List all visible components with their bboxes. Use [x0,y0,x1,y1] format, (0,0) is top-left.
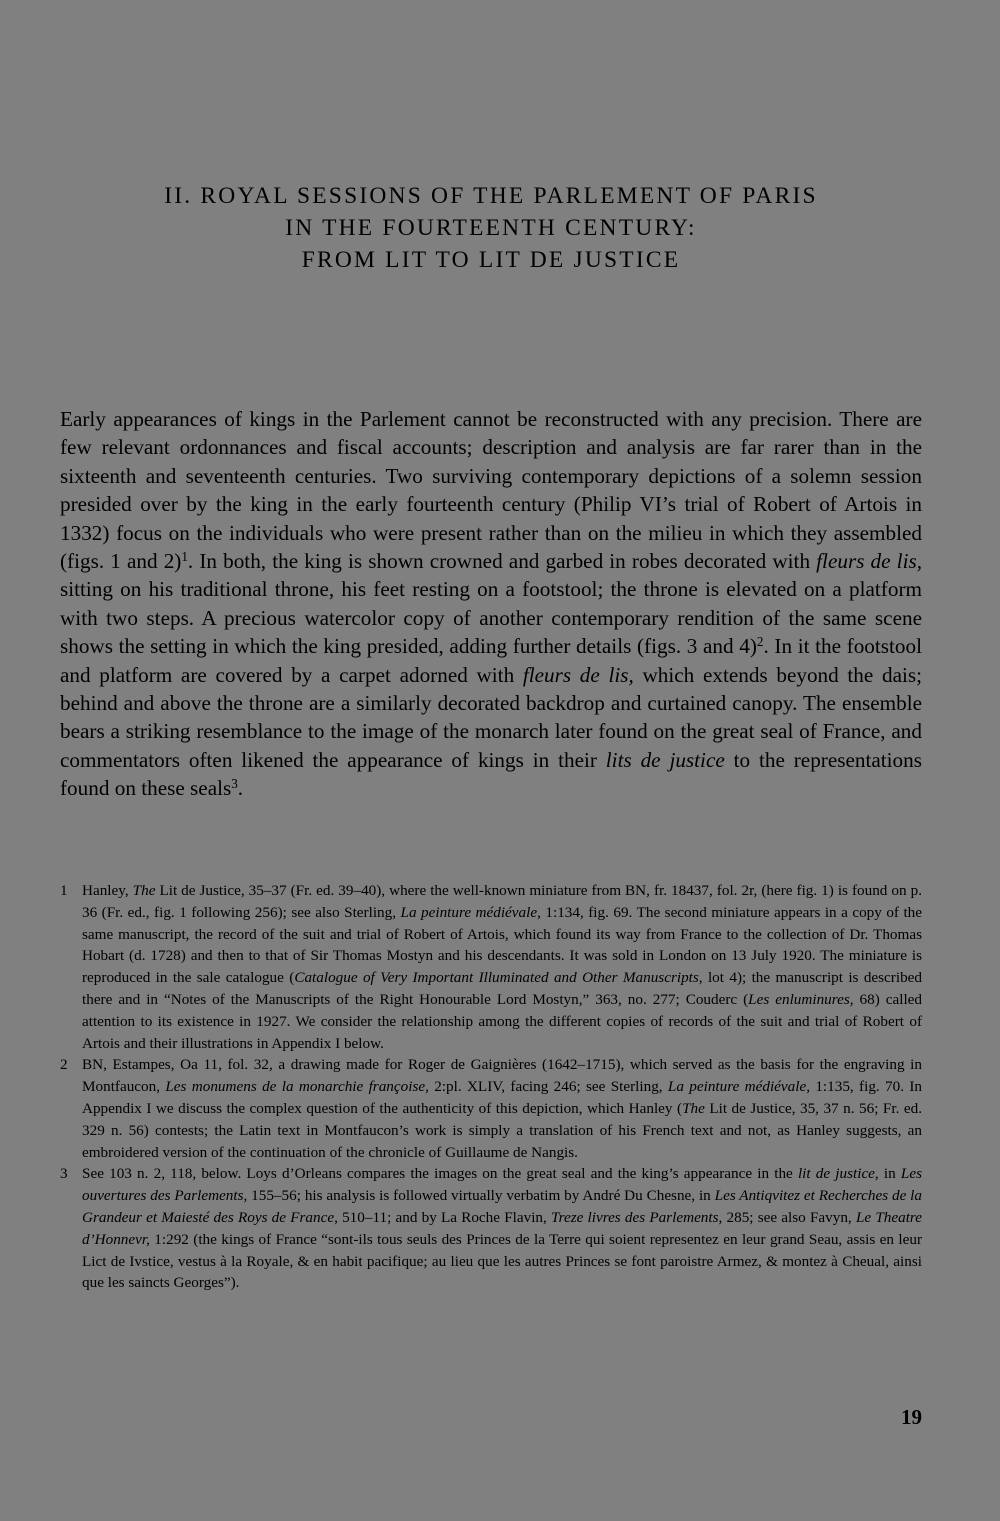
footnote-italic-text: Les ouvertures des Parlements, [82,1165,922,1205]
footnote-text: in [878,1165,901,1183]
footnote-text: 1:135, fig. 70. In Appendix I we discuss the complex question of the authenticity of this depiction, which Hanley ( [82,1078,923,1117]
footnote-text: BN, Estampes, Oa 11, fol. 32, a drawing made for Roger de Gaignières (1642–1715), which served as the basis for the engraving in Montfaucon, [82,1056,922,1096]
footnote-1 [60,880,922,1054]
footnote-number: 2 [60,1056,68,1074]
footnote-text: 285; see also Favyn, [722,1208,856,1226]
body-text-segment: . [237,776,244,801]
footnote-text: Lit de Justice, 35, 37 n. 56; Fr. ed. 329 n. 56) contests; the Latin text in Montfaucon’s work is simply a translation of his French text and not, as Hanley suggests, an embroidered version of the continuation of the chronicle of Guillaume de Nangis. [82,1099,923,1161]
footnote-reference-3[interactable]: 3 [231,776,238,792]
footnote-italic-text: Treze livres des Parlements, [551,1208,723,1226]
footnote-text: 510–11; and by La Roche Flavin, [337,1208,551,1226]
footnote-italic-text: Catalogue of Very Important Illuminated and Other Manuscripts, [294,969,703,987]
page-number: 19 [901,1405,922,1429]
footnote-reference-2[interactable]: 2 [756,634,764,650]
footnote-italic-text: Les enluminures, [748,990,854,1008]
body-text-segment: . In it the footstool and platform are covered by a carpet adorned with [60,634,922,687]
body-text-segment: which extends beyond the dais; behind and above the throne are a similarly decorated backdrop and curtained canopy. The ensemble bears a striking resemblance to the image of the monarch later found on the great seal of France, and commentators often likened the appearance of kings in their [60,662,922,772]
chapter-title-line-2: IN THE FOURTEENTH CENTURY: [285,215,697,241]
footnote-3 [60,1163,922,1294]
body-paragraph [60,405,922,803]
chapter-title-line-3: FROM LIT TO LIT DE JUSTICE [301,247,681,273]
footnote-number: 3 [60,1165,68,1183]
footnote-italic-text: lit de justice, [797,1165,879,1183]
body-italic-text: fleurs de lis, [816,549,922,574]
body-text-segment: to the representations found on these seals [60,747,922,801]
footnote-text: 68) called attention to its existence in 1927. We consider the relationship among the different copies of records of the suit and trial of Robert of Artois and their illustrations in Appendix I below. [82,990,922,1052]
footnote-italic-text: Les Antiqvitez et Recherches de la Grandeur et Maiesté des Roys de France, [82,1187,922,1226]
footnote-number: 1 [60,882,68,899]
footnote-reference-1[interactable]: 1 [181,548,188,564]
footnotes [60,880,922,1294]
footnote-text: 1:292 (the kings of France “sont-ils tous seuls des Princes de la Terre qui soient representez en leur grand Seau, assis en leur Lict de Ivstice, vestus à la Royale, & en habit pacifique; au lieu que les autres Princes se font paroistre Armez, & montez à Cheual, ainsi que les saincts Georges”). [82,1230,922,1292]
footnote-italic-text: La peinture médiévale, [667,1078,811,1096]
footnote-italic-text: The [132,882,156,899]
body-text-segment: sitting on his traditional throne, his feet resting on a footstool; the throne is elevated on a platform with two steps. A precious watercolor copy of another contemporary rendition of the same scene shows the setting in which the king presided, adding further details (figs. 3 and 4) [60,577,922,659]
body-text-segment: Early appearances of kings in the Parlement cannot be reconstructed with any precision. There are few relevant ordonnances and fiscal accounts; description and analysis are far rarer than in the sixteenth and seventeenth centuries. Two surviving contemporary depictions of a solemn session presided over by the king in the early fourteenth century (Philip VI’s trial of Robert of Artois in 1332) focus on the individuals who were present rather than on the milieu in which they assembled (figs. 1 and 2) [60,407,922,574]
footnote-text: 155–56; his analysis is followed virtually verbatim by André Du Chesne, in [247,1187,715,1205]
footnote-italic-text: Le Theatre d’Honnevr, [82,1208,923,1248]
footnote-text: 2:pl. XLIV, facing 246; see Sterling, [428,1078,668,1096]
footnote-italic-text: La peinture médiévale, [400,903,541,921]
footnote-italic-text: Les monumens de la monarchie françoise, [165,1078,429,1096]
body-italic-text: fleurs de lis, [522,662,634,687]
body-italic-text: lits de justice [605,747,725,772]
body-text-segment: . In both, the king is shown crowned and garbed in robes decorated with [187,549,817,574]
footnote-italic-text: The [682,1099,705,1117]
footnote-text: Lit de Justice, 35–37 (Fr. ed. 39–40), where the well-known miniature from BN, fr. 18437, fol. 2r, (here fig. 1) is found on p. 36 (Fr. ed., fig. 1 following 256); see also Sterling, [82,882,922,921]
footnote-text: Hanley, [82,882,133,899]
footnote-text: See 103 n. 2, 118, below. Loys d’Orleans compares the images on the great seal and the king’s appearance in the [82,1165,798,1183]
footnote-text: 1:134, fig. 69. The second miniature appears in a copy of the same manuscript, the record of the suit and trial of Robert of Artois, which found its way from France to the collection of Dr. Thomas Hobart (d. 1728) and then to that of Sir Thomas Mostyn and his descendants. It was sold in London on 13 July 1920. The miniature is reproduced in the sale catalogue ( [82,903,922,987]
footnote-2 [60,1054,922,1163]
chapter-title [60,180,922,276]
chapter-title-line-1: II. ROYAL SESSIONS OF THE PARLEMENT OF PARIS [164,183,818,209]
footnote-text: lot 4); the manuscript is described there and in “Notes of the Manuscripts of the Right Honourable Lord Mostyn,” 363, no. 277; Couderc ( [82,969,923,1008]
body-text [60,405,922,803]
